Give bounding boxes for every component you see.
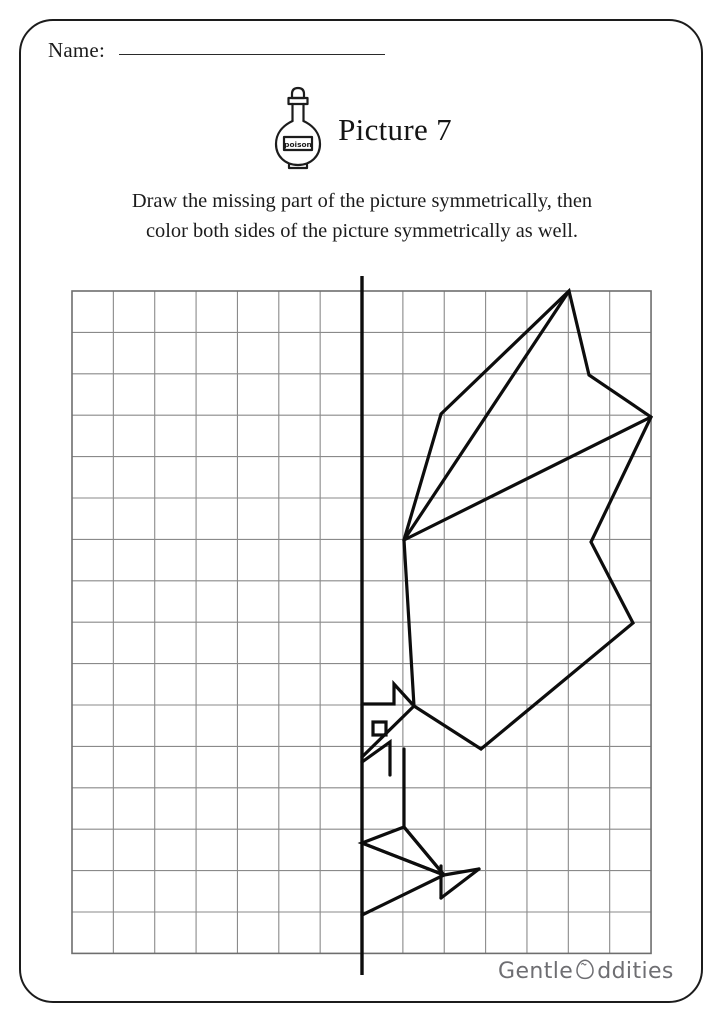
bat-figure: [362, 291, 651, 915]
bottle-label-text: poison: [284, 139, 312, 149]
head-outline: [362, 684, 414, 706]
eye-square: [373, 722, 386, 735]
brand-logo: [498, 957, 674, 987]
logo-text-before: Gentle: [498, 959, 574, 984]
wing-strut: [404, 540, 414, 706]
instruction-line-2: color both sides of the picture symmetrically as well.: [145, 220, 579, 242]
logo-egg-icon: [574, 957, 596, 987]
name-label: Name:: [48, 38, 105, 62]
logo-text-after: ddities: [597, 959, 674, 984]
instruction-line-1: Draw the missing part of the picture symmetrically, then: [131, 190, 593, 212]
head-lower-edge: [362, 706, 414, 757]
page-title: Picture 7: [338, 111, 452, 147]
